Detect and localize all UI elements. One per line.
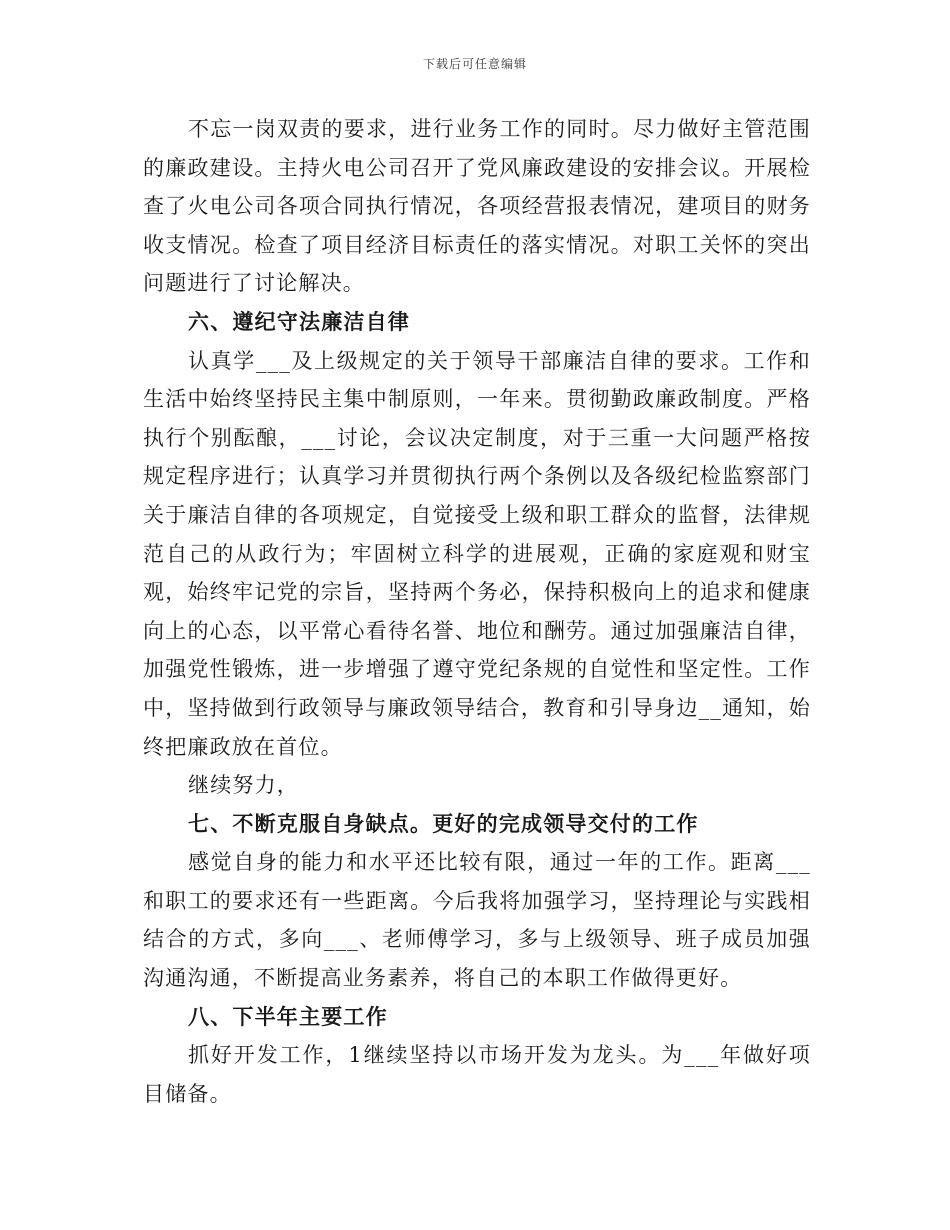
- paragraph-improvement: 感觉自身的能力和水平还比较有限，通过一年的工作。距离___和职工的要求还有一些距离。今后我将加强学习，坚持理论与实践相结合的方式，多向___、老师傅学习，多与上级领导、班子成员加强沟通沟通，不断提高业务素养，将自己的本职工作做得更好。: [143, 850, 811, 991]
- paragraph-self-discipline: 认真学___及上级规定的关于领导干部廉洁自律的要求。工作和生活中始终坚持民主集中制原则，一年来。贯彻勤政廉政制度。严格执行个别酝酿，___讨论，会议决定制度，对于三重一大问题严格按规定程序进行；认真学习并贯彻执行两个条例以及各级纪检监察部门关于廉洁自律的各项规定，自觉接受上级和职工群众的监督，法律规范自己的从政行为；牢固树立科学的进展观，正确的家庭观和财宝观，始终牢记党的宗旨，坚持两个务必，保持积极向上的追求和健康向上的心态，以平常心看待名誉、地位和酬劳。通过加强廉洁自律，加强党性锻炼，进一步增强了遵守党纪条规的自觉性和坚定性。工作中，坚持做到行政领导与廉政领导结合，教育和引导身边__通知，始终把廉政放在首位。: [143, 348, 811, 759]
- section-heading-6: 六、遵纪守法廉洁自律: [188, 308, 410, 334]
- document-body: [143, 110, 811, 1113]
- paragraph-keep-working: 继续努力，: [188, 773, 299, 798]
- section-heading-8: 八、下半年主要工作: [188, 1003, 388, 1029]
- paragraph-next-half-year: 抓好开发工作，1继续坚持以市场开发为龙头。为___年做好项目储备。: [143, 1043, 811, 1106]
- paragraph-integrity-duties: 不忘一岗双责的要求，进行业务工作的同时。尽力做好主管范围的廉政建设。主持火电公司召开了党风廉政建设的安排会议。开展检查了火电公司各项合同执行情况，各项经营报表情况，建项目的财务收支情况。检查了项目经济目标责任的落实情况。对职工关怀的突出问题进行了讨论解决。: [143, 117, 811, 296]
- page-header: 下载后可任意编辑: [422, 57, 527, 71]
- section-heading-7: 七、不断克服自身缺点。更好的完成领导交付的工作: [188, 810, 699, 836]
